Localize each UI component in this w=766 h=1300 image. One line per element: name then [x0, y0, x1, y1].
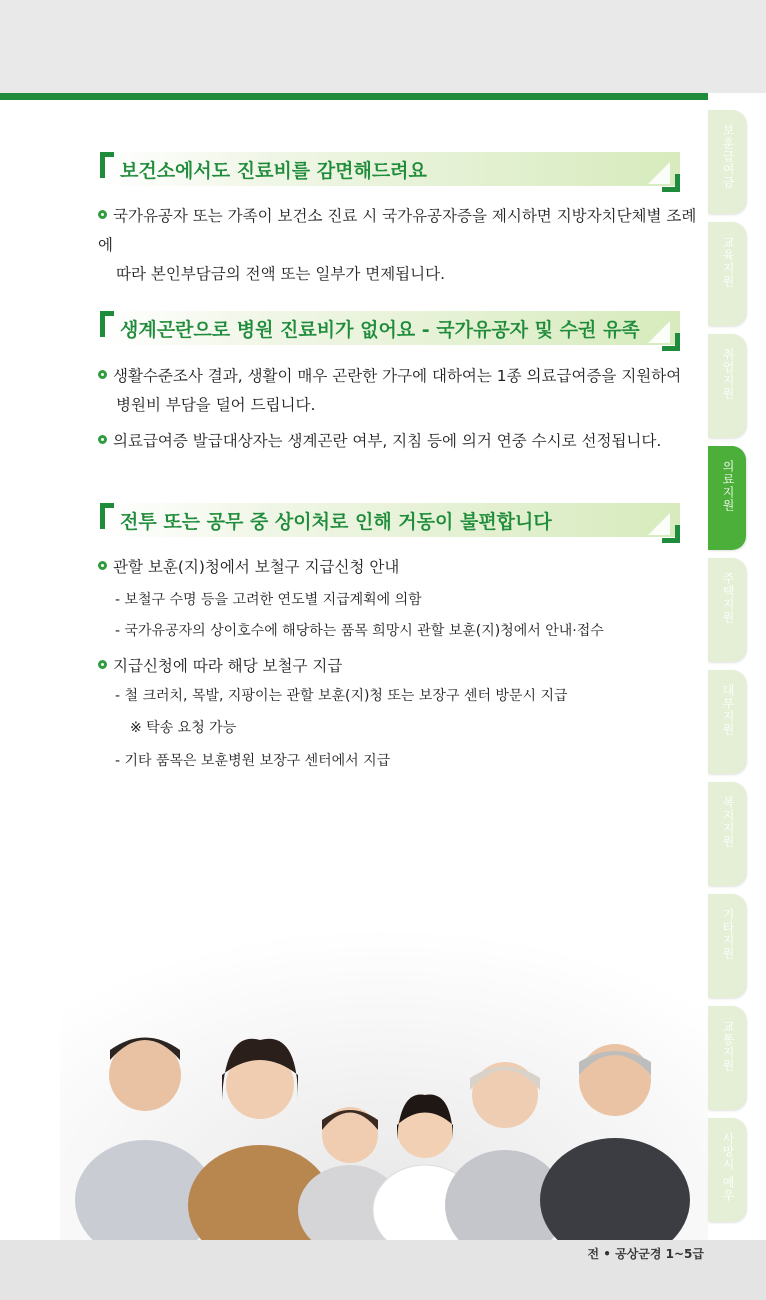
- sub-item: - 보철구 수명 등을 고려한 연도별 지급계획에 의함: [115, 592, 422, 608]
- section-title: 전투 또는 공무 중 상이처로 인해 거동이 불편합니다: [120, 511, 552, 533]
- bullet-icon: [98, 561, 107, 570]
- section-title: 생계곤란으로 병원 진료비가 없어요 - 국가유공자 및 수권 유족: [120, 319, 640, 341]
- bullet-icon: [98, 370, 107, 379]
- section-title: 보건소에서도 진료비를 감면해드려요: [120, 160, 427, 182]
- note-item: ※ 탁송 요청 가능: [130, 720, 237, 736]
- tab-medical[interactable]: 의료지원: [708, 446, 746, 550]
- footer-label: 전 • 공상군경 1~5급: [587, 1247, 704, 1261]
- section-header-1: [100, 152, 680, 192]
- tab-housing[interactable]: 주택지원: [708, 558, 746, 662]
- sub-item: - 국가유공자의 상이호수에 해당하는 품목 희망시 관할 보훈(지)청에서 안내·접수: [115, 623, 604, 639]
- list-item: 관할 보훈(지)청에서 보철구 지급신청 안내: [98, 553, 698, 582]
- list-item: 의료급여증 발급대상자는 생계곤란 여부, 지침 등에 의거 연중 수시로 선정됩니다.: [98, 427, 698, 456]
- tab-funeral[interactable]: 사망시 예우: [708, 1118, 746, 1222]
- tab-welfare[interactable]: 복지지원: [708, 782, 746, 886]
- tab-loan[interactable]: 대부지원: [708, 670, 746, 774]
- bullet-icon: [98, 660, 107, 669]
- tab-welfare-payment[interactable]: 보훈급여금: [708, 110, 746, 214]
- list-item: 지급신청에 따라 해당 보철구 지급: [98, 652, 698, 681]
- sub-item: - 철 크러치, 목발, 지팡이는 관할 보훈(지)청 또는 보장구 센터 방문시 지급: [115, 688, 568, 704]
- section-header-2: [100, 311, 680, 351]
- bullet-icon: [98, 435, 107, 444]
- sub-item: - 기타 품목은 보훈병원 보장구 센터에서 지급: [115, 753, 391, 769]
- top-band: [0, 0, 766, 93]
- list-item: 국가유공자 또는 가족이 보건소 진료 시 국가유공자증을 제시하면 지방자치단체별 조례에 따라 본인부담금의 전액 또는 일부가 면제됩니다.: [98, 207, 697, 283]
- section-header-3: [100, 503, 680, 543]
- list-item: 생활수준조사 결과, 생활이 매우 곤란한 가구에 대하여는 1종 의료급여증을 지원하여 병원비 부담을 덜어 드립니다.: [98, 362, 698, 420]
- bullet-icon: [98, 210, 107, 219]
- tab-other[interactable]: 기타지원: [708, 894, 746, 998]
- tab-transport[interactable]: 교통지원: [708, 1006, 746, 1110]
- family-photo: [60, 850, 708, 1240]
- tab-education[interactable]: 교육지원: [708, 222, 746, 326]
- tab-employment[interactable]: 취업지원: [708, 334, 746, 438]
- top-rule: [0, 93, 708, 100]
